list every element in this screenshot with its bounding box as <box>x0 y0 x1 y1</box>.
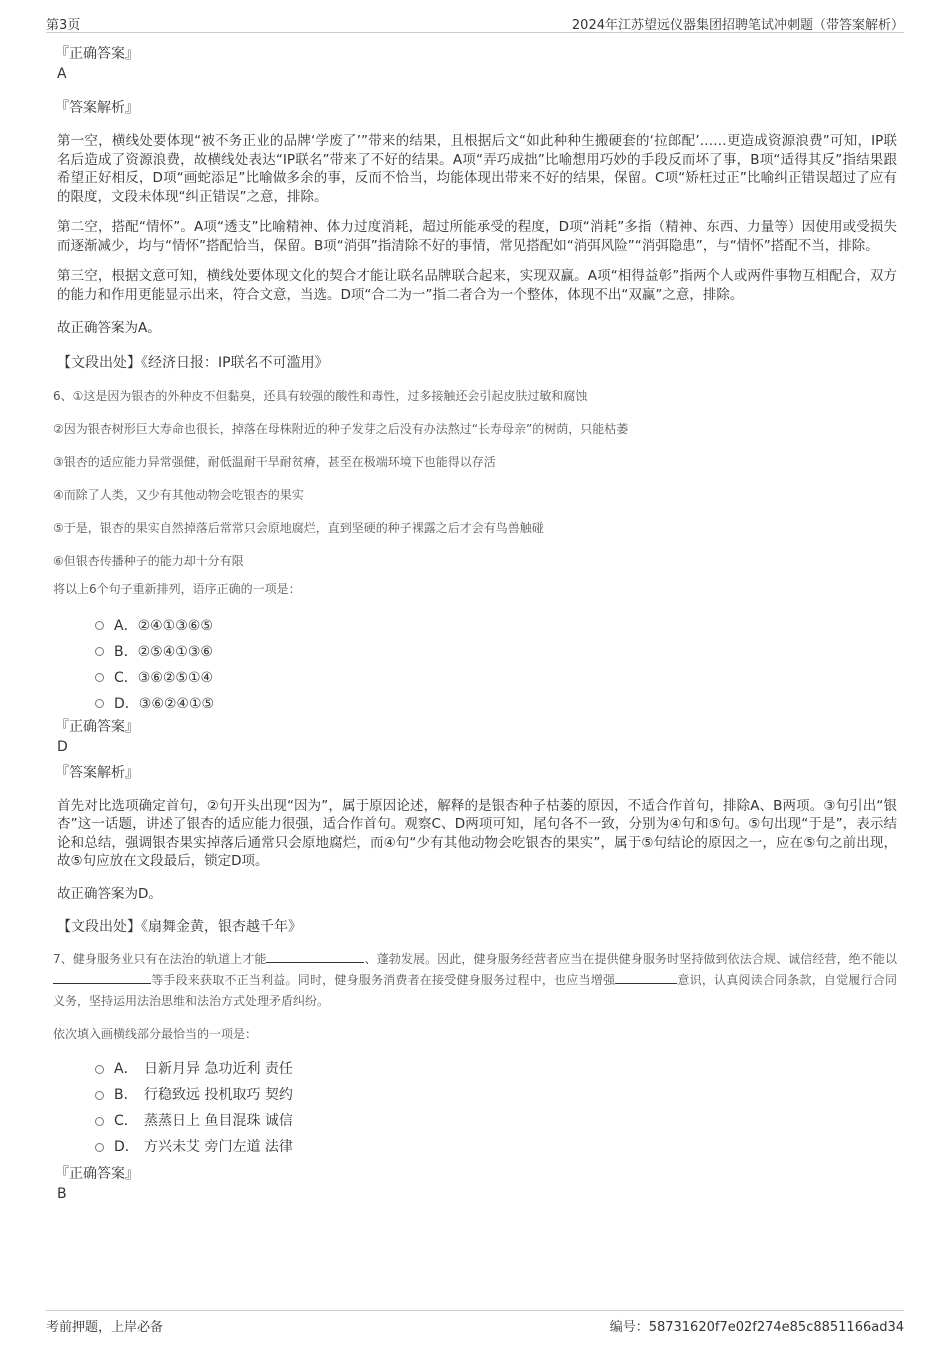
option-text: ②⑤④①③⑥ <box>137 643 213 660</box>
q6-answer: D <box>57 738 68 755</box>
q6-analysis-label: 『答案解析』 <box>55 764 139 781</box>
q6-sentence: ③银杏的适应能力异常强健，耐低温耐干旱耐贫瘠，甚至在极端环境下也能得以存活 <box>53 454 496 469</box>
q6-analysis-paragraph: 首先对比选项确定首句，②句开头出现“因为”，属于原因论述，解释的是银杏种子枯萎的原因，不适合作首句，排除A、B两项。③句引出“银杏”这一话题，讲述了银杏的适应能力很强，适合作首句。观察C、D两项可知，尾句各不一致，分别为④句和⑤句。⑤句出现“于是”，表示结论和总结，强调银杏果实掉落后通常只会原地腐烂，而④句“少有其他动物会吃银杏的果实”，属于⑤句结论的原因之一，应在⑤句之前出现，故⑤句应放在文段最后，锁定D项。 <box>57 797 897 869</box>
option-text: 蒸蒸日上 鱼目混珠 诚信 <box>144 1113 293 1129</box>
blank-line <box>53 971 151 984</box>
radio-icon[interactable] <box>95 673 104 682</box>
q5-conclusion: 故正确答案为A。 <box>57 320 161 336</box>
option-key: D． <box>114 695 139 712</box>
q6-prompt: 将以上6个句子重新排列，语序正确的一项是： <box>53 581 301 596</box>
q6-option-d[interactable] <box>95 691 897 717</box>
option-key: C． <box>114 1113 138 1129</box>
option-text: ③⑥②⑤①④ <box>137 669 214 686</box>
q7-prompt: 依次填入画横线部分最恰当的一项是： <box>53 1027 258 1041</box>
q6-sentence: ②因为银杏树形巨大寿命也很长，掉落在母株附近的种子发芽之后没有办法熬过“长寿母亲”的树荫，只能枯萎 <box>53 421 629 436</box>
q6-sentence: 6、①这是因为银杏的外种皮不但黏臭，还具有较强的酸性和毒性，过多接触还会引起皮肤过敏和腐蚀 <box>53 388 588 403</box>
option-key: D． <box>114 1139 139 1155</box>
radio-icon[interactable] <box>95 1117 104 1126</box>
q5-answer: A <box>57 66 67 82</box>
q7-answer-label: 『正确答案』 <box>55 1166 139 1182</box>
q6-option-c[interactable] <box>95 665 897 691</box>
footer-slogan: 考前押题，上岸必备 <box>46 1320 164 1335</box>
code-label: 编号： <box>609 1320 649 1335</box>
q7-stem <box>53 949 897 1012</box>
option-key: B． <box>114 1087 138 1103</box>
q6-option-a[interactable] <box>95 613 897 639</box>
option-text: 方兴未艾 旁门左道 法律 <box>144 1139 293 1155</box>
page-header <box>46 10 904 33</box>
q6-sentence: ⑥但银杏传播种子的能力却十分有限 <box>53 553 244 568</box>
document-title: 2024年江苏望远仪器集团招聘笔试冲刺题（带答案解析） <box>571 18 904 33</box>
blank-line <box>266 950 364 963</box>
q5-analysis-paragraph: 第二空，搭配“情怀”。A项“透支”比喻精神、体力过度消耗，超过所能承受的程度，D项“消耗”多指（精神、东西、力量等）因使用或受损失而逐渐减少，均与“情怀”搭配恰当，保留。B项“消弭”指清除不好的事情，常见搭配如“消弭风险”“消弭隐患”，与“情怀”搭配不当，排除。 <box>57 219 897 254</box>
code-value: 58731620f7e02f274e85c8851166ad34 <box>648 1320 904 1335</box>
q6-option-b[interactable] <box>95 639 897 665</box>
q7-stem-part: 7、健身服务业只有在法治的轨道上才能 <box>53 952 267 966</box>
radio-icon[interactable] <box>95 699 104 708</box>
q6-sentence: ⑤于是，银杏的果实自然掉落后常常只会原地腐烂，直到坚硬的种子裸露之后才会有鸟兽触碰 <box>53 520 544 535</box>
radio-icon[interactable] <box>95 1065 104 1074</box>
q5-analysis-label: 『答案解析』 <box>55 100 139 116</box>
q7-option-b[interactable] <box>95 1082 897 1108</box>
q7-options <box>95 1056 897 1160</box>
q6-conclusion: 故正确答案为D。 <box>57 885 162 902</box>
q5-analysis-paragraph: 第三空，根据文意可知，横线处要体现文化的契合才能让联名品牌联合起来，实现双赢。A项“相得益彰”指两个人或两件事物互相配合，双方的能力和作用更能显示出来，符合文意，当选。D项“合二为一”指二者合为一个整体，体现不出“双赢”之意，排除。 <box>57 268 897 303</box>
q7-option-d[interactable] <box>95 1134 897 1160</box>
q6-answer-label: 『正确答案』 <box>55 718 139 735</box>
page-footer <box>46 1310 904 1337</box>
option-text: 行稳致远 投机取巧 契约 <box>144 1087 293 1103</box>
q5-source: 【文段出处】《经济日报：IP联名不可滥用》 <box>57 354 329 371</box>
option-key: B． <box>114 643 138 660</box>
option-key: C． <box>114 669 138 686</box>
radio-icon[interactable] <box>95 621 104 630</box>
option-text: 日新月异 急功近利 责任 <box>144 1061 293 1077</box>
q6-source: 【文段出处】《扇舞金黄，银杏越千年》 <box>57 919 302 935</box>
q7-option-c[interactable] <box>95 1108 897 1134</box>
q7-stem-part: 等手段来获取不正当利益。同时，健身服务消费者在接受健身服务过程中，也应当增强 <box>151 973 616 987</box>
q5-answer-label: 『正确答案』 <box>55 46 139 62</box>
q6-options <box>95 613 897 717</box>
radio-icon[interactable] <box>95 1143 104 1152</box>
q5-analysis-paragraph: 第一空，横线处要体现“被不务正业的品牌‘学废了’”带来的结果，且根据后文“如此种种生搬硬套的‘拉郎配’……更造成资源浪费”可知，IP联名后造成了资源浪费，故横线处表达“IP联名”带来了不好的结果。A项“弄巧成拙”比喻想用巧妙的手段反而坏了事，B项“适得其反”指结果跟希望正好相反，D项“画蛇添足”比喻做多余的事，反而不恰当，均能体现出带来不好的结果，保留。C项“矫枉过正”比喻纠正错误超过了应有的限度，文段未体现“纠正错误”之意，排除。 <box>57 133 897 205</box>
q7-answer: B <box>57 1186 67 1202</box>
radio-icon[interactable] <box>95 1091 104 1100</box>
radio-icon[interactable] <box>95 647 104 656</box>
option-text: ②④①③⑥⑤ <box>137 617 213 634</box>
option-text: ③⑥②④①⑤ <box>138 695 215 712</box>
page-content <box>53 44 897 1208</box>
q7-stem-part: 意识，认真阅读合同条款，自觉履行合同义务，坚持运用法治思维和法治方式处理矛盾纠纷。 <box>53 973 897 1008</box>
option-key: A． <box>114 1061 138 1077</box>
q7-option-a[interactable] <box>95 1056 897 1082</box>
q7-stem-part: 、蓬勃发展。因此，健身服务经营者应当在提供健身服务时坚持做到依法合规、诚信经营，绝不能以 <box>364 952 897 966</box>
q6-sentence: ④而除了人类，又少有其他动物会吃银杏的果实 <box>53 487 304 502</box>
page-number: 第3页 <box>46 18 81 33</box>
document-code <box>610 1316 904 1335</box>
blank-line <box>615 971 677 984</box>
option-key: A． <box>114 617 138 634</box>
